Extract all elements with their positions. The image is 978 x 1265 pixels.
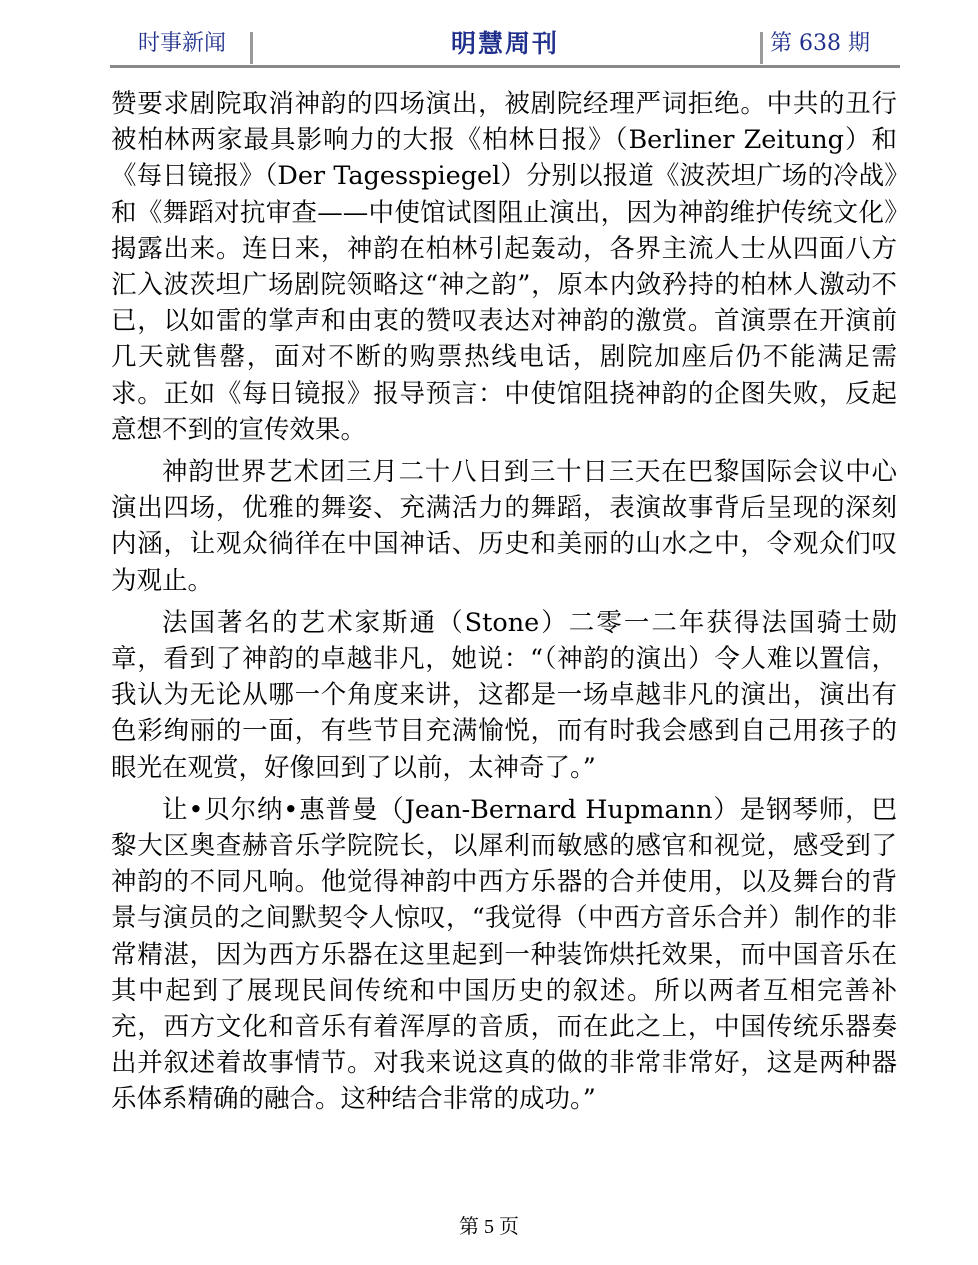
paragraph-paris-performances: 神韵世界艺术团三月二十八日到三十日三天在巴黎国际会议中心演出四场，优雅的舞姿、充满活力的舞蹈，表演故事背后呈现的深刻内涵，让观众徜徉在中国神话、历史和美丽的山水之中，令观众们叹为观止。 (111, 457, 897, 596)
section-label: 时事新闻 (138, 31, 227, 56)
page-number: 第 5 页 (459, 1216, 519, 1238)
paragraph-stone-quote: 法国著名的艺术家斯通（Stone）二零一二年获得法国骑士勋章，看到了神韵的卓越非凡，她说：“（神韵的演出）令人难以置信，我认为无论从哪一个角度来讲，这都是一场卓越非凡的演出，演出有色彩绚丽的一面，有些节目充满愉悦，而有时我会感到自己用孩子的眼光在观赏，好像回到了以前，太神奇了。” (111, 607, 897, 783)
issue-number: 第 638 期 (770, 31, 870, 56)
header-rule (110, 65, 900, 68)
publication-title: 明慧周刊 (450, 29, 559, 58)
page-header (110, 26, 900, 66)
paragraph-hupmann-quote: 让•贝尔纳•惠普曼（Jean-Bernard Hupmann）是钢琴师，巴黎大区奥查赫音乐学院院长，以犀利而敏感的感官和视觉，感受到了神韵的不同凡响。他觉得神韵中西方乐器的合并使用，以及舞台的背景与演员的之间默契令人惊叹，“我觉得（中西方音乐合并）制作的非常精湛，因为西方乐器在这里起到一种装饰烘托效果，而中国音乐在其中起到了展现民间传统和中国历史的叙述。所以两者互相完善补充，西方文化和音乐有着浑厚的音质，而在此之上，中国传统乐器奏出并叙述着故事情节。对我来说这真的做的非常非常好，这是两种器乐体系精确的融合。这种结合非常的成功。” (111, 794, 897, 1115)
header-divider-right (760, 32, 763, 64)
article-body (111, 86, 897, 1124)
paragraph-continued: 赞要求剧院取消神韵的四场演出，被剧院经理严词拒绝。中共的丑行被柏林两家最具影响力的大报《柏林日报》（Berliner Zeitung）和《每日镜报》（Der Tagesspiegel）分别以报道《波茨坦广场的冷战》和《舞蹈对抗审查——中使馆试图阻止演出，因为神韵维护传统文化》揭露出来。连日来，神韵在柏林引起轰动，各界主流人士从四面八方汇入波茨坦广场剧院领略这“神之韵”，原本内敛矜持的柏林人激动不已，以如雷的掌声和由衷的赞叹表达对神韵的激赏。首演票在开演前几天就售罄，面对不断的购票热线电话，剧院加座后仍不能满足需求。正如《每日镜报》报导预言：中使馆阻挠神韵的企图失败，反起意想不到的宣传效果。 (111, 89, 897, 445)
